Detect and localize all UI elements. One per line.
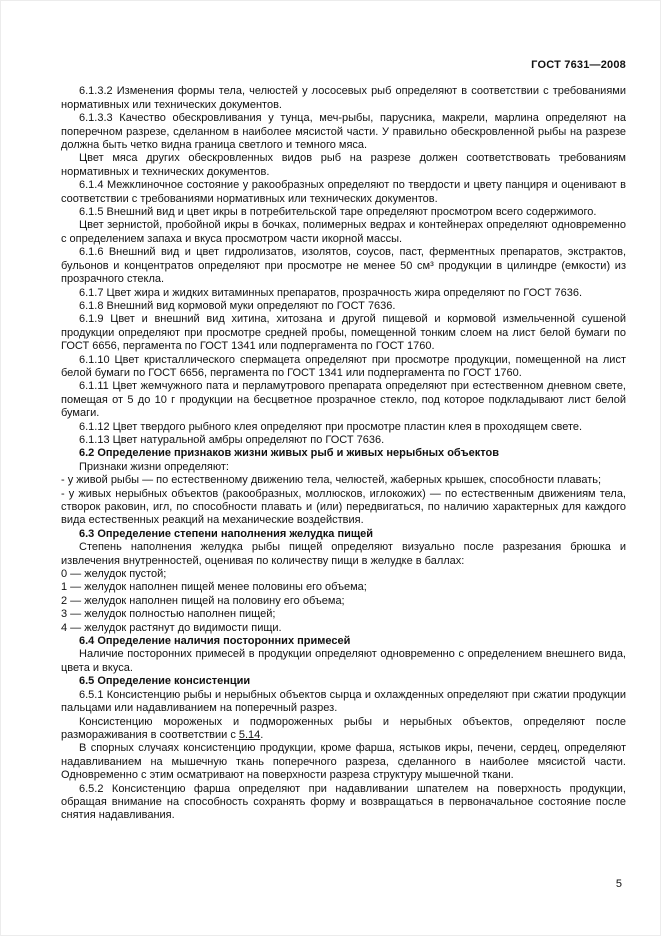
paragraph: В спорных случаях консистенцию продукции, кроме фарша, ястыков икры, печени, сердец, определяют надавливанием на мышечную ткань поперечного разреза, сделанного в наиболее мясистой части. Одновременно с этим осматривают на поверхности разреза структуру мышечной ткани. bbox=[61, 742, 626, 782]
paragraph: Наличие посторонних примесей в продукции определяют одновременно с определением внешнего вида, цвета и вкуса. bbox=[61, 648, 626, 674]
paragraph bbox=[61, 716, 626, 743]
paragraph: 6.1.3.3 Качество обескровливания у тунца, меч-рыбы, парусника, макрели, марлина определяют на поперечном разрезе, сделанном в наиболее мясистой части. У правильно обескровленной рыбы на разрезе должна быть четко видна граница светлого и темного мяса. bbox=[61, 112, 626, 152]
paragraph: 6.1.6 Внешний вид и цвет гидролизатов, изолятов, соусов, паст, ферментных препаратов, экстрактов, бульонов и концентратов определяют при просмотре не менее 50 см³ продукции в цилиндре (емкости) из прозрачного стекла. bbox=[61, 246, 626, 286]
paragraph: Признаки жизни определяют: bbox=[79, 460, 229, 473]
paragraph: Цвет зернистой, пробойной икры в бочках, полимерных ведрах и контейнерах определяют одновременно с определением запаха и вкуса просмотром части икорной массы. bbox=[61, 219, 626, 245]
section-heading: 6.2 Определение признаков жизни живых рыб и живых нерыбных объектов bbox=[79, 447, 499, 460]
paragraph: 6.1.13 Цвет натуральной амбры определяют по ГОСТ 7636. bbox=[79, 433, 385, 446]
section-heading: 6.4 Определение наличия посторонних примесей bbox=[79, 635, 351, 648]
paragraph: 6.1.4 Межклиночное состояние у ракообразных определяют по твердости и цвету панциря и оценивают в соответствии с требованиями нормативных или технических документов. bbox=[61, 179, 626, 205]
paragraph: 6.1.7 Цвет жира и жидких витаминных препаратов, прозрачность жира определяют по ГОСТ 7636. bbox=[79, 286, 583, 299]
list-item: 3 — желудок полностью наполнен пищей; bbox=[61, 608, 276, 621]
paragraph: 6.1.11 Цвет жемчужного пата и перламутрового препарата определяют при естественном дневном свете, помещая от 5 до 10 г продукции на бесцветное прозрачное стекло, под которое подкладывают лист белой бумаги. bbox=[61, 380, 626, 420]
text-run: Консистенцию мороженых и подмороженных рыбы и нерыбных объектов, определяют после размораживания в соответствии с bbox=[61, 715, 626, 741]
paragraph: 6.5.2 Консистенцию фарша определяют при надавливании шпателем на поверхность продукции, обращая внимание на способность сохранять форму и возвращаться в первоначальное состояние после снятия надавливания. bbox=[61, 782, 626, 822]
list-item: 2 — желудок наполнен пищей на половину его объема; bbox=[61, 594, 345, 607]
paragraph: Цвет мяса других обескровленных видов рыб на разрезе должен соответствовать требованиям нормативных и технических документов. bbox=[61, 152, 626, 178]
clause-reference-link[interactable]: 5.14 bbox=[238, 728, 261, 741]
list-item: 4 — желудок растянут до видимости пищи. bbox=[61, 621, 282, 634]
list-item: - у живых нерыбных объектов (ракообразных, моллюсков, иглокожих) — по естественным движениям тела, створок раковин, игл, по способности плавать и (или) передвигаться, по наличию характерных для каждого вида естественных реакций на механические воздействия. bbox=[61, 487, 626, 527]
paragraph: Степень наполнения желудка рыбы пищей определяют визуально после разрезания брюшка и извлечения внутренностей, оценивая по количеству пищи в желудке в баллах: bbox=[61, 541, 626, 567]
document-number-header: ГОСТ 7631—2008 bbox=[531, 59, 626, 71]
paragraph: 6.1.12 Цвет твердого рыбного клея определяют при просмотре пластин клея в проходящем свете. bbox=[79, 420, 583, 433]
page-number: 5 bbox=[615, 877, 622, 890]
paragraph: 6.1.10 Цвет кристаллического спермацета определяют при просмотре продукции, помещенной на лист белой бумаги по ГОСТ 6656, пергамента по ГОСТ 1341 или подпергамента по ГОСТ 1760. bbox=[61, 353, 626, 379]
paragraph: 6.1.5 Внешний вид и цвет икры в потребительской таре определяют просмотром всего содержимого. bbox=[79, 206, 597, 219]
section-heading: 6.5 Определение консистенции bbox=[79, 675, 251, 688]
text-run: . bbox=[260, 728, 264, 741]
document-body bbox=[61, 85, 626, 822]
paragraph: 6.1.3.2 Изменения формы тела, челюстей у лососевых рыб определяют в соответствии с требованиями нормативных или технических документов. bbox=[61, 85, 626, 111]
paragraph: 6.1.8 Внешний вид кормовой муки определяют по ГОСТ 7636. bbox=[79, 299, 396, 312]
list-item: - у живой рыбы — по естественному движению тела, челюстей, жаберных крышек, способности плавать; bbox=[61, 474, 602, 487]
section-heading: 6.3 Определение степени наполнения желудка пищей bbox=[79, 527, 374, 540]
list-item: 0 — желудок пустой; bbox=[61, 568, 167, 581]
paragraph: 6.5.1 Консистенцию рыбы и нерыбных объектов сырца и охлажденных определяют при сжатии продукции пальцами или надавливанием на поперечный разрез. bbox=[61, 688, 626, 715]
list-item: 1 — желудок наполнен пищей менее половины его объема; bbox=[61, 581, 367, 594]
paragraph: 6.1.9 Цвет и внешний вид хитина, хитозана и другой пищевой и кормовой измельченной сушеной продукции определяют при просмотре средней пробы, помещенной тонким слоем на лист белой бумаги по ГОСТ 6656, пергамента по ГОСТ 1341 или подпергамента по ГОСТ 1760. bbox=[61, 313, 626, 353]
